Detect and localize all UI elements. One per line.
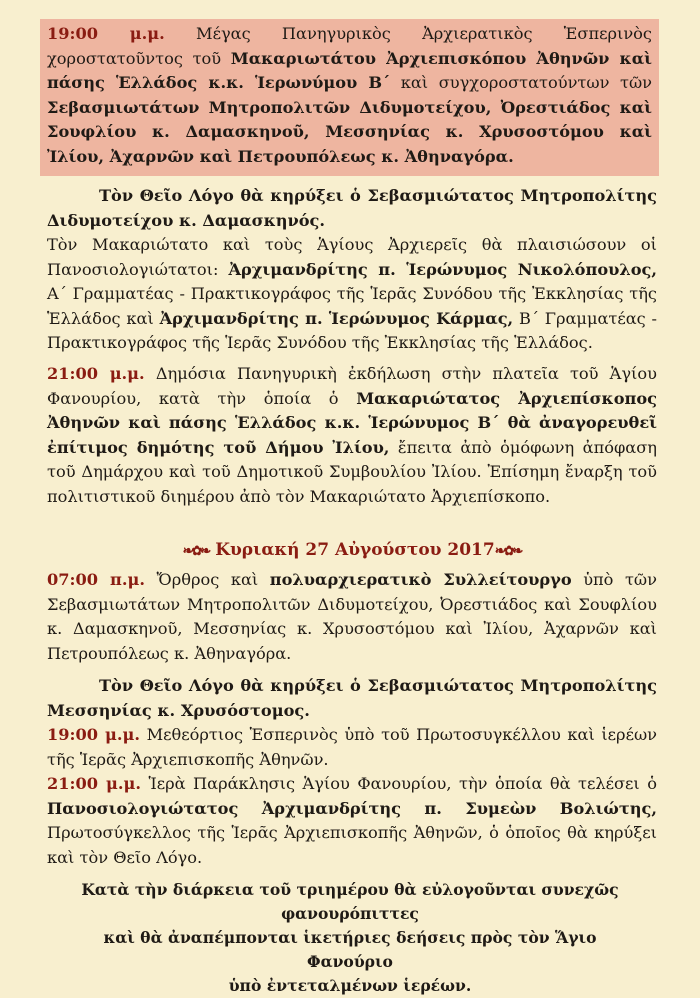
sunday-heading: ❧✿❧ Κυριακή 27 Αὐγούστου 2017❧✿❧ [182, 540, 522, 560]
time-label: 19:00 μ.μ. [47, 24, 165, 43]
sermon-note-1: Τὸν Θεῖο Λόγο θὰ κηρύξει ὁ Σεβασμιώτατος Μητροπολίτης Διδυμοτείχου κ. Δαμασκηνός. [47, 186, 657, 230]
time-label: 07:00 π.μ. [47, 570, 146, 589]
ornament-left: ❧✿❧ [182, 544, 210, 559]
saturday-vespers-block [40, 19, 659, 176]
time-label: 19:00 μ.μ. [47, 725, 141, 744]
bold-text: Μακαριωτάτου Ἀρχιεπισκόπου Ἀθηνῶν καὶ πάσης Ἑλλάδος κ.κ. Ἱερωνύμου Β΄ [47, 48, 652, 93]
text: Μέγας Πανηγυρικὸς Ἀρχιερατικὸς Ἑσπερινὸς χοροστατοῦντος τοῦ [47, 24, 652, 68]
paraklesis-block: 21:00 μ.μ. Ἱερὰ Παράκλησις Ἁγίου Φανουρίου, τὴν ὁποία θὰ τελέσει ὁ Πανοσιολογιώτατος Ἀρχιμανδρίτης π. Συμεὼν Βολιώτης, Πρωτοσύγκελλος τῆς Ἱερᾶς Ἀρχιεπισκοπῆς Ἀθηνῶν, ὁ ὁποῖος θὰ κηρύξει καὶ τὸν Θεῖο Λόγο. [47, 774, 657, 867]
text: καὶ συγχοροστατούντων τῶν [400, 73, 652, 93]
time-label: 21:00 μ.μ. [47, 364, 145, 383]
bold-text: Σεβασμιωτάτων Μητροπολιτῶν Διδυμοτείχου, Ὀρεστιάδος καὶ Σουφλίου κ. Δαμασκηνοῦ, Μεσσηνίας κ. Χρυσοστόμου καὶ Ἰλίου, Ἀχαρνῶν καὶ Πετρουπόλεως κ. Ἀθηναγόρα. [47, 97, 652, 166]
matins-block: 07:00 π.μ. Ὄρθρος καὶ πολυαρχιερατικὸ Συλλείτουργο ὑπὸ τῶν Σεβασμιωτάτων Μητροπολιτῶν Διδυμοτείχου, Ὀρεστιάδος καὶ Σουφλίου κ. Δαμασκηνοῦ, Μεσσηνίας κ. Χρυσοστόμου καὶ Ἰλίου, Ἀχαρνῶν καὶ Πετρουπόλεως κ. Ἀθηναγόρα. [47, 570, 657, 663]
time-label: 21:00 μ.μ. [47, 774, 141, 793]
escort-paragraph: Τὸν Μακαριώτατο καὶ τοὺς Ἁγίους Ἀρχιερεῖς θὰ πλαισιώσουν οἱ Πανοσιολογιώτατοι: Ἀρχιμανδρίτης π. Ἱερώνυμος Νικολόπουλος, Α΄ Γραμματέας - Πρακτικογράφος τῆς Ἱερᾶς Συνόδου τῆς Ἐκκλησίας τῆς Ἑλλάδος καὶ Ἀρχιμανδρίτης π. Ἱερώνυμος Κάρμας, Β΄ Γραμματέας - Πρακτικογράφος τῆς Ἱερᾶς Συνόδου τῆς Ἐκκλησίας τῆς Ἑλλάδος. [47, 235, 657, 353]
footer-note: Κατὰ τὴν διάρκεια τοῦ τριημέρου θὰ εὐλογοῦνται συνεχῶς φανουρόπιττες καὶ θὰ ἀναπέμπονται ἱκετήριες δεήσεις πρὸς τὸν Ἅγιο Φανούριο ὑπὸ ἐντεταλμένων ἱερέων. [81, 880, 619, 995]
ornament-right: ❧✿❧ [494, 544, 522, 559]
evening-event-block: 21:00 μ.μ. Δημόσια Πανηγυρικὴ ἐκδήλωση στὴν πλατεῖα τοῦ Ἁγίου Φανουρίου, κατὰ τὴν ὁποία ὁ Μακαριώτατος Ἀρχιεπίσκοπος Ἀθηνῶν καὶ πάσης Ἑλλάδος κ.κ. Ἱερώνυμος Β΄ θὰ ἀναγορευθεῖ ἐπίτιμος δημότης τοῦ Δήμου Ἰλίου, ἔπειτα ἀπὸ ὁμόφωνη ἀπόφαση τοῦ Δημάρχου καὶ τοῦ Δημοτικοῦ Συμβουλίου Ἰλίου. Ἐπίσημη ἔναρξη τοῦ πολιτιστικοῦ διημέρου ἀπὸ τὸν Μακαριώτατο Ἀρχιεπίσκοπο. [47, 364, 657, 506]
sermon-note-2: Τὸν Θεῖο Λόγο θὰ κηρύξει ὁ Σεβασμιώτατος Μητροπολίτης Μεσσηνίας κ. Χρυσόστομος. [47, 676, 657, 720]
sunday-vespers-block: 19:00 μ.μ. Μεθεόρτιος Ἑσπερινὸς ὑπὸ τοῦ Πρωτοσυγκέλλου καὶ ἱερέων τῆς Ἱερᾶς Ἀρχιεπισκοπῆς Ἀθηνῶν. [47, 725, 657, 769]
